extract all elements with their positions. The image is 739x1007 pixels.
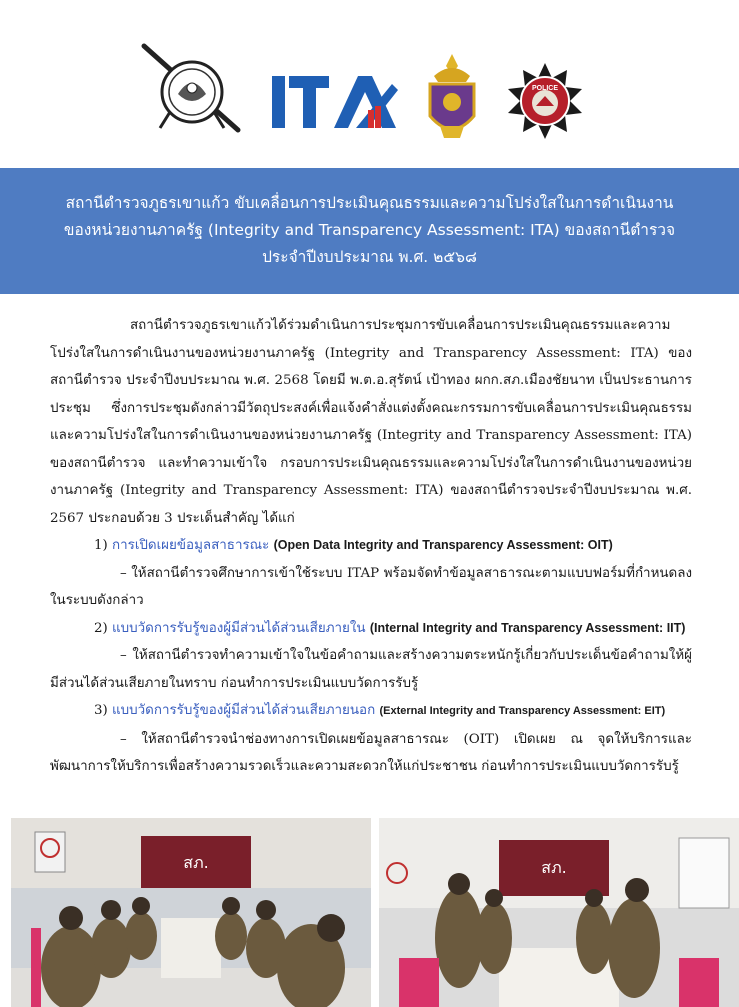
item-detail: – ให้สถานีตำรวจทำความเข้าใจในข้อคำถามและสร้างความตระหนักรู้เกี่ยวกับประเด็นข้อคำถามให้ผู้มีส่วนได้ส่วนเสียภายในทราบ ก่อนทำการประเมินแบบวัดการรับรู้ <box>50 648 692 691</box>
assessment-item-eit <box>50 697 692 726</box>
meeting-photo-left <box>11 818 371 1007</box>
logo-row <box>0 0 739 168</box>
item-title-link[interactable]: การเปิดเผยข้อมูลสาธารณะ <box>112 538 270 553</box>
intro-paragraph: สถานีตำรวจภูธรเขาแก้วได้ร่วมดำเนินการประชุมการขับเคลื่อนการประเมินคุณธรรมและความโปร่งใสในการดำเนินงานของหน่วยงานภาครัฐ (Integrity and Transparency Assessment: ITA) ของสถานีตำรวจ ประจำปีงบประมาณ พ.ศ. 2568 โดยมี พ.ต.อ.สุรัตน์ เป้าทอง ผกก.สภ.เมืองชัยนาท เป็นประธานการประชุม ซึ่งการประชุมดังกล่าวมีวัตถุประสงค์เพื่อแจ้งคำสั่งแต่งตั้งคณะกรรมการขับเคลื่อนการประเมินคุณธรรมและความโปร่งใสในการดำเนินงานของหน่วยงานภาครัฐ (Integrity and Transparency Assessment: ITA) ของสถานีตำรวจ และทำความเข้าใจ กรอบการประเมินคุณธรรมและความโปร่งใสในการดำเนินงานของหน่วยงานภาครัฐ (Integrity and Transparency Assessment: ITA) ของสถานีตำรวจประจำปีงบประมาณ พ.ศ. 2567 ประกอบด้วย 3 ประเด็นสำคัญ ได้แก่ <box>50 318 692 526</box>
headline-line-3: ประจำปีงบประมาณ พ.ศ. ๒๕๖๘ <box>262 248 477 266</box>
photo-sign-text: สภ. <box>183 853 209 872</box>
police-badge-icon <box>506 62 584 140</box>
photo-sign-text: สภ. <box>541 858 567 877</box>
assessment-item-iit <box>50 615 692 643</box>
meeting-photo-right <box>379 818 739 1007</box>
royal-emblem-crest-icon <box>420 52 484 146</box>
item-detail: – ให้สถานีตำรวจนำช่องทางการเปิดเผยข้อมูลสาธารณะ (OIT) เปิดเผย ณ จุดให้บริการและพัฒนาการให้บริการเพื่อสร้างความรวดเร็วและความสะดวกให้แก่ประชาชน ก่อนทำการประเมินแบบวัดการรับรู้ <box>50 731 692 774</box>
item-english-title: (Open Data Integrity and Transparency Assessment: OIT) <box>273 538 613 552</box>
item-title-link[interactable]: แบบวัดการรับรู้ของผู้มีส่วนได้ส่วนเสียภายใน <box>112 620 366 636</box>
headline-line-1: สถานีตำรวจภูธรเขาแก้ว ขับเคลื่อนการประเมินคุณธรรมและความโปร่งใสในการดำเนินงาน <box>65 194 674 212</box>
item-number: 3) <box>94 703 108 718</box>
article-body <box>50 312 692 781</box>
item-detail: – ให้สถานีตำรวจศึกษาการเข้าใช้ระบบ ITAP พร้อมจัดทำข้อมูลสาธารณะตามแบบฟอร์มที่กำหนดลงในระบบดังกล่าว <box>50 565 692 608</box>
item-number: 2) <box>94 620 108 636</box>
ita-logo <box>272 70 402 132</box>
photo-strip <box>0 818 739 1007</box>
item-number: 1) <box>94 538 108 553</box>
royal-thai-police-emblem-icon <box>138 42 246 136</box>
item-english-title: (Internal Integrity and Transparency Assessment: IIT) <box>369 620 686 635</box>
police-badge-text: POLICE <box>531 85 559 92</box>
headline-line-2: ของหน่วยงานภาครัฐ (Integrity and Transparency Assessment: ITA) ของสถานีตำรวจ <box>63 221 676 239</box>
assessment-item-oit <box>50 532 692 560</box>
item-english-title: (External Integrity and Transparency Assessment: EIT) <box>379 705 666 717</box>
item-title-link[interactable]: แบบวัดการรับรู้ของผู้มีส่วนได้ส่วนเสียภายนอก <box>112 703 376 718</box>
headline-banner <box>0 168 739 294</box>
